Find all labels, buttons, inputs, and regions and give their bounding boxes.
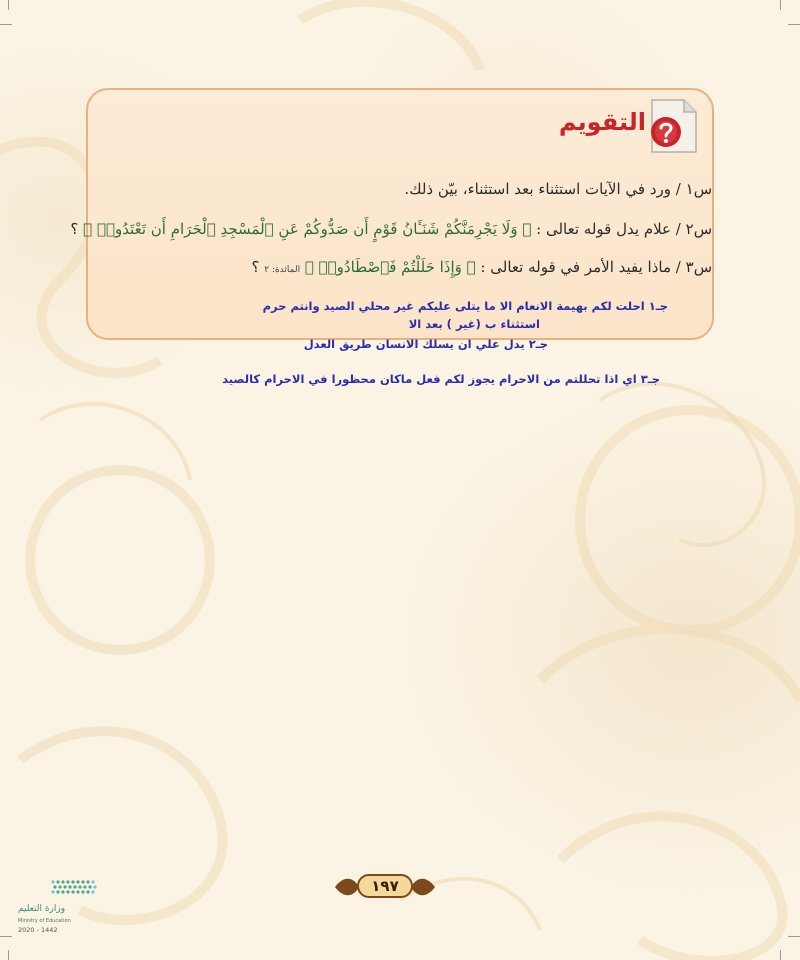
question-1: [404, 180, 712, 198]
crop-mark: [780, 0, 781, 10]
crop-mark: [780, 950, 781, 960]
crop-mark: [8, 0, 9, 10]
answer-3: جـ٣ اي اذا تحللتم من الاحرام يجوز لكم فعل ماكان محظورا في الاحرام كالصيد: [222, 372, 660, 386]
ministry-name-arabic: وزارة التعليم: [18, 904, 66, 914]
page-number-badge: [333, 872, 437, 902]
question-label: س١ /: [675, 180, 712, 198]
question-2: [70, 220, 712, 238]
question-label: س٢ /: [675, 220, 712, 238]
crop-mark: [788, 24, 800, 25]
verse-reference: المائدة: ٢: [264, 265, 301, 275]
answer-2: جـ٢ يدل علي ان يسلك الانسان طريق العدل: [303, 337, 548, 351]
question-text: ماذا يفيد الأمر في قوله تعالى :: [480, 258, 672, 276]
question-mark-icon: [644, 96, 700, 156]
section-header: [534, 94, 704, 164]
question-text: ورد في الآيات استثناء بعد استثناء، بيّن ذلك.: [404, 180, 672, 198]
crop-mark: [788, 936, 800, 937]
question-label: س٣ /: [675, 258, 712, 276]
ministry-name-english: Ministry of Education: [18, 918, 71, 924]
page-number: ١٩٧: [357, 874, 413, 898]
ministry-logo-dots-icon: [18, 876, 118, 902]
question-3: [251, 258, 712, 276]
question-mark: ؟: [251, 258, 260, 276]
crop-mark: [0, 24, 12, 25]
crop-mark: [8, 950, 9, 960]
question-text: علام يدل قوله تعالى :: [536, 220, 672, 238]
edition-year: 2020 - 1442: [18, 926, 58, 934]
section-title: التقويم: [558, 108, 646, 136]
quran-verse: ﴿ وَلَا يَجْرِمَنَّكُمْ شَنَـَٔانُ قَوْمٍ أَن صَدُّوكُمْ عَنِ ٱلْمَسْجِدِ ٱلْحَرَامِ أَن تَعْتَدُوا۟ ﴾: [83, 220, 532, 238]
quran-verse: ﴿ وَإِذَا حَلَلْتُمْ فَٱصْطَادُوا۟ ﴾: [304, 258, 476, 276]
question-mark: ؟: [70, 220, 79, 238]
answer-1-line-1: جـ١ احلت لكم بهيمة الانعام الا ما يتلى عليكم غير محلي الصيد وانتم حرم: [262, 299, 668, 313]
answer-1-line-2: استثناء ب (غير ) بعد الا: [408, 317, 540, 331]
ministry-logo: [18, 876, 118, 936]
crop-mark: [0, 936, 12, 937]
